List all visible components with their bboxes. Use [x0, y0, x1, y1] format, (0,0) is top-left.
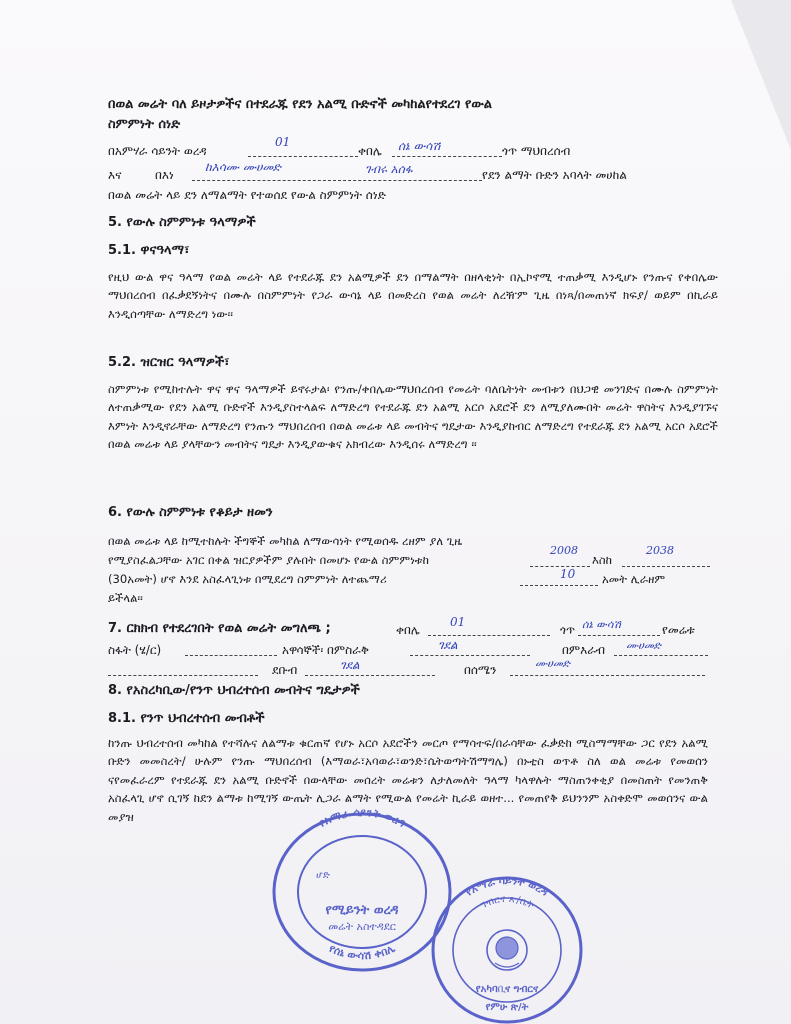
s7-south-handwritten: ገደል: [340, 658, 360, 672]
s7-south-blank: [305, 675, 435, 676]
start-year-handwritten: 2008: [550, 544, 578, 557]
s7-got-label: ጎጥ: [560, 623, 576, 637]
section-5-1-text: የዚህ ውል ዋና ዓላማ የወል መሬት ላይ የተደራጁ ደን አልሚዎች ደን በማልማት በዘላቂነት በኢኮኖሚ ተጠቃሚ እንዲሆኑ የንጡና የቀበሌው ማህበረሰብ በፈቃደኝነትና በሙሉ በስምምነት የጋራ ውሳኔ ላይ በመድረስ የወል መሬት ለረዥም ጊዜ በነጻ/በመጠነኛ ክፍያ/ ወይም በኪራይ እንዲሰጣቸው ለማድረግ ነው፡፡: [108, 270, 718, 321]
stamp-left-outer-ring: [274, 814, 450, 970]
members-blank: [192, 180, 482, 181]
intro-group-label: የደን ልማት ቡድን አባላት መሀከል: [482, 168, 627, 182]
s7-north-label: በሰሜን: [464, 663, 497, 677]
section-6-line-3b: አመት ሊራዘም: [602, 572, 666, 586]
s7-south-label: ደቡብ: [272, 663, 298, 677]
extension-blank: [520, 585, 598, 586]
s7-area-blank: [185, 655, 277, 656]
svg-text:የሰኔ ውሳሽ ቀበሌ: [327, 941, 398, 962]
stamp-right-ring-top-text: የአማራ ሳይንት ወረዳ: [463, 874, 551, 899]
section-5-2-text: ስምምነቱ የሚከተሉት ዋና ዋና ዓላማዎች ይኖሩታል፡ የንጡ/ቀበሌውማህበረሰብ የመሬት ባለቤትነት መብቱን በህጋዊ መንገድና በሙሉ ስምምነት ለተጠቃሚው የደን አልሚ ቡድኖች እንዲያስተላልፍ ለማድረግ የተደራጁ ደን አልሚ አርሶ አደሮች ደን ለሚያለሙበት መሬት ዋስትና እንዲያገኙና እምነት እንዲኖራቸው ለማድረግ የንጡን ማህበረሰብ በወል መሬቱ ላይ መብትና ግዴታው እንዲያከብር ለማድረግ የተደራጁ ደን አልሚ አርሶ አደሮች በወል መሬቱ ላይ ያላቸውን መብትና ግዴታ እንዲያውቁና አክብረው እንዲሰሩ ለማድረግ ፡፡: [108, 382, 718, 452]
s7-land-label: የመሬቱ: [662, 623, 695, 637]
kebele-handwritten: ሰኔ ውሳሽ: [398, 139, 441, 153]
stamp-left-ring-bottom-text: የሰኔ ውሳሽ ቀበሌ: [326, 941, 398, 963]
section-5-heading: 5. የውሉ ስምምነቱ ዓላማዎች: [108, 215, 256, 230]
stamp-right: [425, 868, 590, 1024]
intro-by-label: በእነ: [155, 168, 174, 182]
woreda-handwritten: 01: [275, 135, 291, 149]
section-5-2-body: [108, 380, 718, 454]
stamp-left-inner-left-text: ሆድ: [316, 870, 330, 881]
s7-east-blank: [410, 655, 530, 656]
section-6-heading: 6. የውሉ ስምምነቱ የቆይታ ዘመን: [108, 505, 273, 520]
intro-woreda-label: በአምሃራ ሳይንት ወረዳ: [108, 144, 207, 158]
kebele-blank: [392, 156, 502, 157]
section-5-1-body: [108, 268, 718, 323]
woreda-blank: [248, 156, 358, 157]
document-title-line-1: በወል መሬት ባለ ይዞታዎችና በተደራጁ የደን አልሚ ቡድኖች መካከልየተደረገ የውል: [108, 97, 493, 112]
section-8-1-text: ከንጡ ህብረተሰብ መካከል የተሻሉና ለልማቱ ቁርጠኛ የሆኑ አርሶ አደሮችን መርጦ የማሳተፍ/በራሳቸው ፈቃድከ ሚስማማቸው ጋር የደን አልሚ ቡድን መመስረት/ ሁሉም የንጡ ማህበረሰብ (እማወራ፣አባወራ፣ወንድ፣ሴትወጣትሽማግሌ) በኑቲስ ወጥቶ ስለ ወል መሬቱ የመወሰን ናየመፈራረም የተደራጁ ደን አልሚ ቡድኖች በውላቸው መሰረት መሬቱን ለታለመለት ዓላማ ካላዋሉት ማስጠንቀቂያ በመስጠት የመንጠቅ አስፈላጊ ሆኖ ሲገኝ ከደን ልማቱ ከሚገኝ ውጤት ሊጋራ ልማት የሚውል የመሬት ኪራይ ወዘተ... የመጠየቅ ይህንንም አስቀድሞ መወሰንና ውል መያዝ: [108, 736, 708, 824]
s7-north-blank: [510, 675, 705, 676]
s7-kebele-handwritten: 01: [450, 615, 466, 629]
stamp-right-bottom-text: የምሁ ጽ/ት: [485, 1002, 529, 1013]
stamp-left-ring-top-text: የአማራ ሳይንት ወረዳ: [316, 805, 408, 830]
s7-east-handwritten: ገደል: [438, 638, 458, 652]
s7-north-handwritten: ሙሀመድ: [535, 657, 570, 670]
section-6-line-3a: (30አመት) ሆኖ እንደ አስፈላጊነቱ በሚደረግ ስምምነት ለተጨማሪ: [108, 572, 387, 586]
s7-south-leading-blank: [108, 675, 258, 676]
member-name-handwritten-1: ከእሳሙ ሙሀመድ: [205, 160, 281, 174]
section-7-heading: 7. ርክክብ የተደረገበት የወል መሬት መግለጫ ;: [108, 621, 331, 636]
s7-got-blank: [578, 635, 660, 636]
stamp-right-inner-bottom-text: የአካባቢና ግብርና: [475, 984, 539, 995]
section-6-until-label: እስከ: [592, 553, 613, 567]
s7-borders-label: አዋሳኞች፡ በምስራቅ: [282, 643, 369, 657]
svg-text:ግብርና ጽ/ቤት: [478, 894, 535, 912]
s7-got-handwritten: ሰኔ ውሳሽ: [582, 618, 621, 631]
section-6-line-4: ይችላል፡፡: [108, 591, 143, 605]
intro-kebele-label: ቀበሌ: [358, 144, 382, 158]
s7-area-label: ስፋት (ሄ/ር): [108, 643, 162, 657]
section-6-line-2a: የሚያስፈልጋቸው አገር በቀል ዝርያዎችም ያሉበት በመሆኑ የውል ስምምነቱከ: [108, 553, 430, 567]
stamp-left-center-text: የሚይንት ወረዳ: [325, 903, 399, 918]
stamp-right-ring-top2-text: ግብርና ጽ/ቤት: [478, 893, 536, 912]
member-name-handwritten-2: ገብሩ አሰፋ: [365, 162, 413, 176]
section-5-1-heading: 5.1. ዋናዓላማ፣: [108, 243, 190, 258]
section-8-heading: 8. የአስረካቢው/የንጥ ህብረተሰብ መብትና ግዴታዎች: [108, 683, 360, 698]
extension-years-handwritten: 10: [560, 567, 576, 581]
section-6-line-1: በወል መሬቱ ላይ ከሚተከሉት ችግኞች መካከል ለማውሳነት የሚወሰዱ ረዘም ያለ ጊዜ: [108, 534, 463, 548]
intro-and-label: እና: [108, 168, 122, 182]
section-5-2-heading: 5.2. ዝርዝር ዓላማዎች፣: [108, 355, 230, 370]
s7-west-handwritten: ሙሀመድ: [626, 639, 661, 652]
end-year-blank: [622, 566, 710, 567]
s7-kebele-label: ቀበሌ: [396, 623, 420, 637]
intro-got-label: ጎጥ ማህበረሰብ: [502, 144, 571, 158]
stamp-left-inner-bottom-text: መሬት አስተዳደር: [328, 920, 396, 933]
s7-west-blank: [614, 655, 708, 656]
document-title-line-2: ስምምነት ሰነድ: [108, 117, 181, 132]
stamp-right-emblem: [487, 930, 527, 970]
section-8-1-heading: 8.1. የንጥ ህብረተሰብ መብቶች: [108, 711, 265, 726]
end-year-handwritten: 2038: [646, 544, 674, 557]
s7-west-label: በምእራብ: [562, 643, 605, 657]
intro-document-line: በወል መሬት ላይ ደን ለማልማት የተወሰደ የውል ስምምነት ሰነድ: [108, 188, 386, 202]
